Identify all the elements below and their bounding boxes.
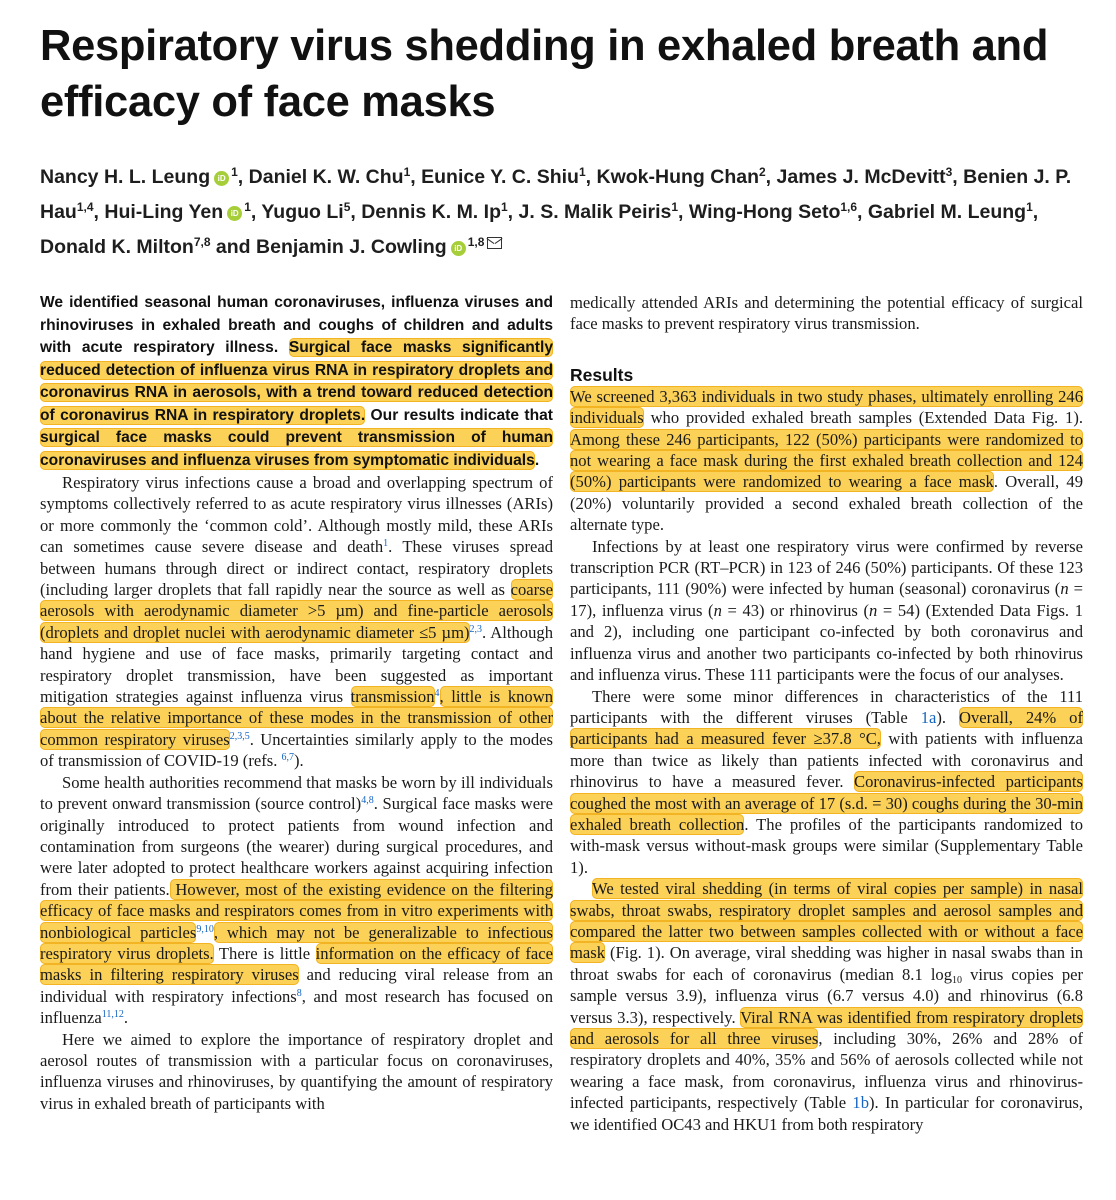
italic-text: n xyxy=(1060,579,1069,599)
reference-link[interactable]: 8 xyxy=(296,987,302,999)
text-run: Our results indicate that xyxy=(365,406,553,424)
text-run: Infections by at least one respiratory virus were confirmed by reverse transcription PCR (RT–PCR) in 123 of 246 (50%) participants. Of these 123 participants, 111 (90%) were infected by human (seasonal) coronavirus ( xyxy=(570,536,1083,599)
text-run: There were some minor differences in characteristics of the 111 participants with the different viruses (Table xyxy=(570,686,1083,727)
text-run: . xyxy=(123,1008,129,1028)
author-affiliation: 1,8 xyxy=(467,235,485,249)
text-run: Here we aimed to explore the importance of respiratory droplet and aerosol routes of transmission with a particular focus on coronaviruses, influenza viruses and rhinoviruses, by quantifying the amount of respiratory virus in exhaled breath of participants with xyxy=(40,1029,553,1113)
body-paragraph xyxy=(40,1029,553,1115)
text-run: . Overall, 49 (20%) voluntarily provided a second exhaled breath collection of the alternate type. xyxy=(570,472,1083,535)
author-name[interactable]: Nancy H. L. Leung xyxy=(40,166,211,188)
author-affiliation: 3 xyxy=(945,165,953,179)
text-run: . These viruses spread between humans through direct or indirect contact, respiratory droplets (including larger droplets that fall rapidly near the source as well as xyxy=(40,537,553,600)
author-affiliation: 1,6 xyxy=(840,200,858,214)
body-paragraph xyxy=(570,878,1083,1135)
body-paragraph xyxy=(40,472,553,772)
text-run: There is little xyxy=(213,943,316,963)
highlighted-text: , which may not be generalizable to infectious respiratory virus droplets. xyxy=(40,922,553,963)
author-name[interactable]: James J. McDevitt xyxy=(776,166,946,188)
author-name[interactable]: J. S. Malik Peiris xyxy=(518,201,672,223)
reference-link[interactable]: 6,7 xyxy=(281,752,294,764)
table-link[interactable]: 1b xyxy=(852,1093,869,1113)
reference-link[interactable]: 2,3 xyxy=(469,623,483,635)
left-column xyxy=(40,292,553,1114)
text-run: . Although hand hygiene and use of face masks, primarily targeting contact and respiratory droplet transmission, have been suggested as important mitigation strategies against influenza virus xyxy=(40,622,553,707)
author-affiliation: 2 xyxy=(758,165,766,179)
highlighted-text: coarse aerosols with aerodynamic diameter >5 µm) and fine-particle aerosols (droplets and droplet nuclei with aerodynamic diameter ≤5 µm) xyxy=(40,580,553,642)
orcid-icon[interactable]: iD xyxy=(451,241,466,256)
text-run: We identified seasonal human coronaviruses, influenza viruses and rhinoviruses in exhaled breath and coughs of children and adults with acute respiratory illness. xyxy=(40,294,553,356)
mail-icon[interactable] xyxy=(487,237,502,249)
author-affiliation: 1 xyxy=(403,165,411,179)
highlighted-text: surgical face masks could prevent transmission of human coronaviruses and influenza viruses from symptomatic individuals xyxy=(40,429,553,469)
author-name[interactable]: Yuguo Li xyxy=(261,201,344,223)
author-affiliation: 1 xyxy=(1026,200,1033,214)
italic-text: n xyxy=(713,600,722,620)
author-name[interactable]: Donald K. Milton xyxy=(40,236,194,258)
text-run: , including 30%, 26% and 28% of respiratory droplets and 40%, 35% and 56% of aerosols collected while not wearing a face mask, from coronavirus, influenza virus and rhinovirus-infected participants, respectively (Table xyxy=(570,1029,1083,1113)
author-list: Nancy H. L. Leung iD $^1$, Daniel K. W. Chu$^1$, Eunice Y. C. Shiu$^1$, Kwok-Hung Chan$^2$, James J. McDevitt$^3$, Benien J. P. Hau$^{1,4}$, Hui-Ling Yen iD $^1$, Yuguo Li$^5$, Dennis K. M. Ip$^1$, J. S. Malik Peiris$^1$, Wing-Hong Seto$^{1,6}$, Gabriel M. Leung$^1$, Donald K. Milton$^{7,8}$ and Benjamin J. Cowling iD $^{1,8}$ xyxy=(40,165,1072,258)
author-affiliation: 1 xyxy=(671,200,679,214)
text-run: (Fig. 1). On average, viral shedding was higher in nasal swabs than in throat swabs for each of coronavirus (median 8.1 log xyxy=(570,943,1083,984)
author-name[interactable]: Wing-Hong Seto xyxy=(688,201,841,223)
highlighted-text: Among these 246 participants, 122 (50%) participants were randomized to not wearing a face mask during the first exhaled breath collection and 124 (50%) participants were randomized to wearing a face mask xyxy=(570,429,1083,492)
article-title: Respiratory virus shedding in exhaled breath and efficacy of face masks xyxy=(40,22,1049,126)
italic-text: n xyxy=(868,600,878,620)
author-affiliation: 1 xyxy=(578,165,586,179)
text-run: who provided exhaled breath samples (Extended Data Fig. 1). xyxy=(643,408,1083,428)
author-name[interactable]: Dennis K. M. Ip xyxy=(361,201,501,223)
author-name[interactable]: Benjamin J. Cowling xyxy=(256,236,447,258)
body-paragraph xyxy=(570,686,1083,879)
author-name[interactable]: Daniel K. W. Chu xyxy=(248,166,404,188)
text-run: . The profiles of the participants randomized to with-mask versus without-mask groups were similar (Supplementary Table 1). xyxy=(570,814,1083,877)
highlighted-text: transmission xyxy=(350,687,435,707)
author-name[interactable]: Benien J. P. Hau xyxy=(40,166,1072,223)
author-affiliation: 1 xyxy=(231,165,238,179)
highlighted-text: Viral RNA was identified from respiratory droplets and aerosols for all three viruses xyxy=(570,1007,1084,1048)
text-run: . Uncertainties similarly apply to the modes of transmission of COVID-19 (refs. xyxy=(40,729,553,771)
subscript: 10 xyxy=(952,974,963,986)
text-run: Respiratory virus infections cause a broad and overlapping spectrum of symptoms collectively referred to as acute respiratory virus illnesses (ARIs) or more commonly the ‘common cold’. Although mostly mild, these ARIs can sometimes cause severe disease and death xyxy=(40,473,553,557)
reference-link[interactable]: 9,10 xyxy=(196,923,214,935)
orcid-icon[interactable]: iD xyxy=(227,206,242,221)
highlighted-text: information on the efficacy of face masks in filtering respiratory viruses xyxy=(40,943,553,985)
text-run: Some health authorities recommend that masks be worn by ill individuals to prevent onward transmission (source control) xyxy=(40,772,553,814)
text-run: ). In particular for coronavirus, we identified OC43 and HKU1 from both respiratory xyxy=(570,1093,1083,1134)
text-run: and reducing viral release from an individual with respiratory infections xyxy=(40,965,553,1006)
author-name[interactable]: Kwok-Hung Chan xyxy=(596,166,759,188)
highlighted-text: Coronavirus-infected participants coughed the most with an average of 17 (s.d. = 30) coughs during the 30-min exhaled breath collection xyxy=(570,772,1083,834)
highlighted-text: However, most of the existing evidence on the filtering efficacy of face masks and respirators comes from in vitro experiments with nonbiological particles xyxy=(40,879,553,942)
right-intro-paragraph xyxy=(570,292,1083,335)
body-paragraph xyxy=(40,772,553,1029)
author-name[interactable]: Gabriel M. Leung xyxy=(867,201,1027,223)
body-paragraph xyxy=(570,386,1083,536)
text-run: . xyxy=(534,451,540,469)
text-run: = 54) (Extended Data Figs. 1 and 2), including one participant co-infected by both coronavirus and influenza virus and another two participants co-infected by both rhinovirus and influenza virus. These 111 participants were the focus of our analyses. xyxy=(570,600,1083,685)
abstract-paragraph xyxy=(40,292,553,472)
highlighted-text: We screened 3,363 individuals in two study phases, ultimately enrolling 246 individuals xyxy=(570,386,1083,428)
text-run: virus copies per sample versus 3.9), influenza virus (6.7 versus 4.0) and rhinovirus (6.8 versus 3.3), respectively. xyxy=(570,964,1084,1027)
author-name[interactable]: Hui-Ling Yen xyxy=(104,201,224,223)
author-affiliation: 1 xyxy=(244,200,251,214)
reference-link[interactable]: 1 xyxy=(383,538,389,550)
text-run: medically attended ARIs and determining the potential efficacy of surgical face masks to prevent respiratory virus transmission. xyxy=(570,293,1083,334)
highlighted-text: We tested viral shedding (in terms of viral copies per sample) in nasal swabs, throat swabs, respiratory droplet samples and aerosol samples and compared the latter two between samples collected with or without a face mask xyxy=(570,879,1083,963)
text-run: . Surgical face masks were originally introduced to protect patients from wound infection and contamination from surgeons (the wearer) during surgical procedures, and were later adopted to protect healthcare workers against acquiring infection from their patients. xyxy=(40,794,553,899)
author-conjunction: and xyxy=(215,236,251,258)
author-affiliation: 5 xyxy=(343,200,351,214)
text-run: = 17), influenza virus ( xyxy=(570,579,1083,620)
highlighted-text: , little is known about the relative importance of these modes in the transmission of other common respiratory viruses xyxy=(40,687,554,749)
orcid-icon[interactable]: iD xyxy=(214,171,229,186)
text-run: = 43) or rhinovirus ( xyxy=(721,600,869,620)
body-paragraph xyxy=(570,536,1083,686)
author-affiliation: 1,4 xyxy=(76,200,94,214)
reference-link[interactable]: 4 xyxy=(434,688,440,700)
right-column xyxy=(570,292,1083,1135)
author-affiliation: 7,8 xyxy=(193,235,211,249)
author-affiliation: 1 xyxy=(500,200,508,214)
author-name[interactable]: Eunice Y. C. Shiu xyxy=(421,166,579,188)
reference-link[interactable]: 11,12 xyxy=(101,1009,124,1021)
text-run: with patients with influenza more than twice as likely than patients infected with coronavirus and rhinovirus to have a measured fever. xyxy=(570,729,1083,792)
highlighted-text: Overall, 24% of participants had a measured fever ≥37.8 °C, xyxy=(570,707,1083,749)
results-heading: Results xyxy=(570,364,634,385)
highlighted-text: Surgical face masks significantly reduced detection of influenza virus RNA in respiratory droplets and coronavirus RNA in aerosols, with a trend toward reduced detection of coronavirus RNA in respiratory droplets. xyxy=(40,339,553,424)
text-run: , and most research has focused on influenza xyxy=(40,986,553,1028)
reference-link[interactable]: 4,8 xyxy=(361,795,374,807)
text-run: ). xyxy=(294,751,304,771)
table-link[interactable]: 1a xyxy=(920,707,937,727)
reference-link[interactable]: 2,3,5 xyxy=(229,730,250,742)
text-run: ). xyxy=(936,707,959,727)
